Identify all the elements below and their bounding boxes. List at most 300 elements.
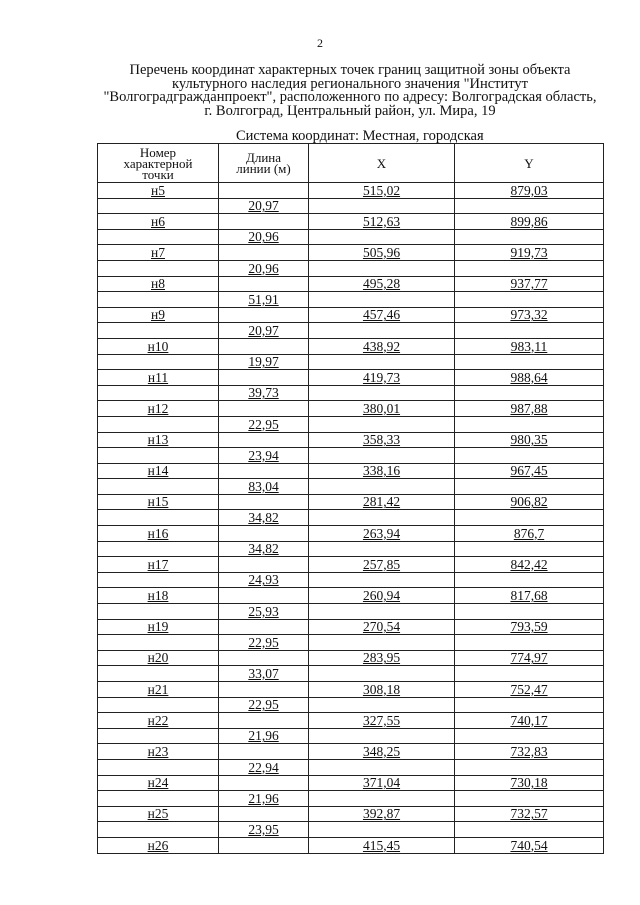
empty-x-cell	[309, 541, 455, 557]
length-cell	[219, 323, 309, 339]
x-cell	[309, 183, 455, 199]
length-cell	[219, 385, 309, 401]
point-name-cell	[98, 837, 219, 853]
point-name-cell-text: н21	[147, 681, 169, 697]
length-cell-text: 33,07	[248, 666, 279, 681]
x-cell-text: 281,42	[362, 494, 401, 510]
y-cell-text: 980,35	[510, 432, 548, 448]
x-cell-text: 505,96	[362, 244, 401, 260]
length-cell-text: 20,97	[248, 198, 279, 214]
empty-length-cell	[219, 806, 309, 822]
x-cell-text: 415,45	[362, 837, 401, 853]
y-cell	[455, 619, 604, 635]
x-cell	[309, 401, 455, 417]
empty-point-cell	[98, 229, 219, 245]
point-row	[98, 494, 604, 510]
empty-point-cell	[98, 541, 219, 557]
title-line: "Волгоградгражданпроект", расположенного по адресу: Волгоградская область,	[103, 89, 597, 105]
y-cell	[455, 744, 604, 760]
empty-length-cell	[219, 183, 309, 199]
header-line-length: Длина линии (м)	[219, 144, 309, 183]
empty-length-cell	[219, 837, 309, 853]
point-name-cell-text: н22	[147, 712, 169, 728]
length-cell-text: 39,73	[248, 385, 279, 401]
length-row	[98, 260, 604, 276]
empty-x-cell	[309, 198, 455, 214]
x-cell	[309, 806, 455, 822]
length-row	[98, 635, 604, 651]
length-cell	[219, 292, 309, 308]
length-cell	[219, 759, 309, 775]
empty-point-cell	[98, 292, 219, 308]
point-name-cell-text: н6	[151, 213, 165, 229]
empty-length-cell	[219, 245, 309, 261]
y-cell	[455, 650, 604, 666]
y-cell	[455, 276, 604, 292]
length-cell-text: 21,96	[248, 790, 279, 806]
point-row	[98, 245, 604, 261]
x-cell-text: 308,18	[362, 681, 401, 697]
length-row	[98, 416, 604, 432]
y-cell	[455, 338, 604, 354]
length-cell	[219, 260, 309, 276]
y-cell	[455, 682, 604, 698]
length-row	[98, 791, 604, 807]
length-cell-text: 23,95	[248, 821, 279, 837]
length-row	[98, 728, 604, 744]
empty-y-cell	[455, 791, 604, 807]
x-cell-text: 260,94	[362, 588, 401, 604]
length-cell-text: 22,95	[248, 697, 279, 713]
point-name-cell-text: н23	[147, 743, 169, 759]
empty-point-cell	[98, 510, 219, 526]
y-cell-text: 987,88	[510, 400, 548, 416]
x-cell-text: 283,95	[362, 650, 401, 666]
y-cell	[455, 837, 604, 853]
point-name-cell	[98, 682, 219, 698]
coordinate-system-caption: Система координат: Местная, городская	[236, 128, 484, 144]
x-cell	[309, 650, 455, 666]
length-cell	[219, 416, 309, 432]
point-row	[98, 588, 604, 604]
y-cell-text: 988,64	[510, 369, 548, 385]
length-cell-text: 51,91	[248, 291, 279, 307]
point-name-cell-text: н17	[147, 556, 169, 572]
length-row	[98, 822, 604, 838]
x-cell-text: 270,54	[362, 619, 401, 635]
header-y: Y	[455, 144, 604, 183]
length-cell	[219, 354, 309, 370]
y-cell	[455, 526, 604, 542]
point-row	[98, 619, 604, 635]
empty-length-cell	[219, 401, 309, 417]
length-cell	[219, 510, 309, 526]
x-cell	[309, 245, 455, 261]
length-cell	[219, 479, 309, 495]
empty-y-cell	[455, 198, 604, 214]
point-name-cell	[98, 713, 219, 729]
document-title	[80, 64, 620, 118]
empty-y-cell	[455, 541, 604, 557]
length-row	[98, 448, 604, 464]
length-cell	[219, 604, 309, 620]
length-cell-text: 83,04	[248, 478, 279, 494]
x-cell	[309, 682, 455, 698]
point-name-cell	[98, 463, 219, 479]
x-cell-text: 327,55	[362, 712, 401, 728]
length-cell	[219, 635, 309, 651]
y-cell	[455, 775, 604, 791]
point-row	[98, 183, 604, 199]
y-cell-text: 919,73	[510, 244, 548, 260]
length-cell-text: 19,97	[248, 354, 279, 370]
point-name-cell-text: н19	[147, 619, 169, 635]
y-cell	[455, 557, 604, 573]
x-cell-text: 257,85	[362, 556, 401, 572]
length-row	[98, 198, 604, 214]
empty-point-cell	[98, 572, 219, 588]
empty-y-cell	[455, 759, 604, 775]
x-cell-text: 338,16	[362, 463, 401, 479]
x-cell-text: 392,87	[362, 806, 401, 822]
empty-length-cell	[219, 713, 309, 729]
point-name-cell-text: н5	[151, 182, 165, 198]
point-name-cell	[98, 214, 219, 230]
length-cell	[219, 822, 309, 838]
empty-length-cell	[219, 619, 309, 635]
empty-x-cell	[309, 604, 455, 620]
empty-length-cell	[219, 682, 309, 698]
y-cell-text: 899,86	[510, 213, 548, 229]
x-cell-text: 358,33	[362, 432, 401, 448]
empty-point-cell	[98, 791, 219, 807]
empty-y-cell	[455, 604, 604, 620]
x-cell	[309, 338, 455, 354]
empty-x-cell	[309, 416, 455, 432]
x-cell	[309, 463, 455, 479]
y-cell-text: 732,83	[510, 743, 548, 759]
point-name-cell-text: н8	[151, 276, 165, 292]
empty-point-cell	[98, 759, 219, 775]
x-cell	[309, 526, 455, 542]
y-cell	[455, 806, 604, 822]
empty-y-cell	[455, 385, 604, 401]
empty-x-cell	[309, 260, 455, 276]
empty-point-cell	[98, 198, 219, 214]
empty-y-cell	[455, 822, 604, 838]
point-row	[98, 837, 604, 853]
x-cell-text: 380,01	[362, 400, 401, 416]
length-cell-text: 24,93	[248, 572, 279, 588]
point-name-cell	[98, 806, 219, 822]
point-row	[98, 463, 604, 479]
length-cell-text: 25,93	[248, 603, 279, 619]
x-cell	[309, 214, 455, 230]
length-row	[98, 510, 604, 526]
point-row	[98, 557, 604, 573]
x-cell	[309, 588, 455, 604]
empty-y-cell	[455, 260, 604, 276]
empty-point-cell	[98, 697, 219, 713]
title-line: культурного наследия регионального значения "Институт	[172, 75, 528, 92]
empty-point-cell	[98, 448, 219, 464]
point-name-cell	[98, 401, 219, 417]
empty-x-cell	[309, 666, 455, 682]
empty-length-cell	[219, 307, 309, 323]
length-row	[98, 323, 604, 339]
point-name-cell	[98, 370, 219, 386]
point-row	[98, 713, 604, 729]
length-cell-text: 20,96	[248, 260, 279, 276]
y-cell	[455, 463, 604, 479]
point-row	[98, 526, 604, 542]
empty-x-cell	[309, 229, 455, 245]
empty-y-cell	[455, 354, 604, 370]
point-name-cell	[98, 494, 219, 510]
point-row	[98, 307, 604, 323]
y-cell-text: 732,57	[510, 806, 548, 822]
empty-x-cell	[309, 479, 455, 495]
length-cell-text: 34,82	[248, 541, 279, 557]
point-name-cell	[98, 650, 219, 666]
point-name-cell	[98, 744, 219, 760]
point-name-cell	[98, 245, 219, 261]
empty-point-cell	[98, 666, 219, 682]
empty-y-cell	[455, 292, 604, 308]
y-cell	[455, 432, 604, 448]
y-cell-text: 937,77	[510, 276, 548, 292]
empty-length-cell	[219, 432, 309, 448]
length-cell	[219, 448, 309, 464]
empty-length-cell	[219, 526, 309, 542]
empty-length-cell	[219, 276, 309, 292]
y-cell	[455, 370, 604, 386]
point-name-cell-text: н25	[147, 806, 169, 822]
table-body	[98, 183, 604, 854]
empty-x-cell	[309, 822, 455, 838]
point-name-cell-text: н20	[147, 650, 169, 666]
empty-point-cell	[98, 323, 219, 339]
point-name-cell	[98, 307, 219, 323]
empty-point-cell	[98, 385, 219, 401]
y-cell	[455, 713, 604, 729]
length-cell-text: 34,82	[248, 510, 279, 526]
x-cell	[309, 837, 455, 853]
point-name-cell-text: н16	[147, 525, 169, 541]
point-row	[98, 276, 604, 292]
x-cell-text: 512,63	[362, 213, 401, 229]
x-cell-text: 348,25	[362, 743, 401, 759]
point-name-cell	[98, 276, 219, 292]
y-cell	[455, 494, 604, 510]
point-name-cell-text: н14	[147, 463, 169, 479]
table-header-row	[98, 144, 604, 183]
empty-x-cell	[309, 728, 455, 744]
x-cell-text: 263,94	[362, 525, 401, 541]
point-name-cell-text: н12	[147, 400, 169, 416]
x-cell	[309, 557, 455, 573]
length-cell-text: 20,96	[248, 229, 279, 245]
empty-length-cell	[219, 744, 309, 760]
length-cell	[219, 198, 309, 214]
y-cell-text: 906,82	[510, 494, 548, 510]
x-cell	[309, 775, 455, 791]
x-cell	[309, 619, 455, 635]
point-row	[98, 338, 604, 354]
point-row	[98, 682, 604, 698]
empty-length-cell	[219, 494, 309, 510]
y-cell-text: 983,11	[510, 338, 548, 354]
empty-y-cell	[455, 416, 604, 432]
length-cell-text: 20,97	[248, 322, 279, 338]
length-row	[98, 759, 604, 775]
empty-length-cell	[219, 650, 309, 666]
length-cell	[219, 791, 309, 807]
empty-x-cell	[309, 759, 455, 775]
length-row	[98, 604, 604, 620]
length-cell-text: 22,94	[248, 759, 279, 775]
y-cell-text: 740,17	[510, 712, 548, 728]
length-row	[98, 385, 604, 401]
point-row	[98, 650, 604, 666]
point-row	[98, 370, 604, 386]
length-cell	[219, 697, 309, 713]
point-name-cell-text: н11	[147, 369, 169, 385]
y-cell-text: 774,97	[510, 650, 548, 666]
point-name-cell-text: н18	[147, 588, 169, 604]
empty-x-cell	[309, 323, 455, 339]
y-cell	[455, 401, 604, 417]
point-name-cell-text: н13	[147, 432, 169, 448]
point-row	[98, 806, 604, 822]
y-cell	[455, 245, 604, 261]
empty-point-cell	[98, 479, 219, 495]
page-number: 2	[317, 36, 323, 50]
length-cell	[219, 541, 309, 557]
x-cell	[309, 370, 455, 386]
point-name-cell-text: н24	[147, 775, 169, 791]
y-cell-text: 973,32	[510, 307, 548, 323]
y-cell	[455, 183, 604, 199]
x-cell-text: 515,02	[362, 182, 401, 198]
length-row	[98, 229, 604, 245]
empty-length-cell	[219, 463, 309, 479]
x-cell	[309, 494, 455, 510]
length-cell-text: 21,96	[248, 728, 279, 744]
empty-point-cell	[98, 604, 219, 620]
empty-point-cell	[98, 822, 219, 838]
y-cell-text: 740,54	[510, 837, 548, 853]
y-cell-text: 817,68	[510, 588, 548, 604]
length-cell-text: 22,95	[248, 416, 279, 432]
y-cell-text: 879,03	[510, 182, 548, 198]
header-x: X	[309, 144, 455, 183]
x-cell-text: 371,04	[362, 775, 401, 791]
empty-x-cell	[309, 791, 455, 807]
length-cell-text: 22,95	[248, 634, 279, 650]
empty-y-cell	[455, 635, 604, 651]
length-row	[98, 292, 604, 308]
length-cell-text: 23,94	[248, 447, 279, 463]
empty-x-cell	[309, 572, 455, 588]
empty-y-cell	[455, 479, 604, 495]
point-name-cell-text: н9	[151, 307, 165, 323]
empty-x-cell	[309, 385, 455, 401]
empty-x-cell	[309, 697, 455, 713]
empty-y-cell	[455, 697, 604, 713]
point-name-cell	[98, 588, 219, 604]
x-cell	[309, 307, 455, 323]
length-row	[98, 697, 604, 713]
empty-length-cell	[219, 588, 309, 604]
empty-point-cell	[98, 260, 219, 276]
point-row	[98, 744, 604, 760]
coordinates-table	[97, 143, 604, 854]
empty-x-cell	[309, 448, 455, 464]
point-name-cell	[98, 526, 219, 542]
x-cell-text: 438,92	[362, 338, 401, 354]
y-cell-text: 752,47	[510, 681, 548, 697]
empty-y-cell	[455, 666, 604, 682]
length-cell	[219, 229, 309, 245]
empty-y-cell	[455, 728, 604, 744]
x-cell-text: 457,46	[362, 307, 401, 323]
empty-x-cell	[309, 354, 455, 370]
y-cell	[455, 588, 604, 604]
point-row	[98, 775, 604, 791]
point-name-cell	[98, 432, 219, 448]
x-cell	[309, 744, 455, 760]
y-cell-text: 842,42	[510, 556, 548, 572]
length-row	[98, 572, 604, 588]
length-row	[98, 479, 604, 495]
empty-y-cell	[455, 448, 604, 464]
empty-x-cell	[309, 635, 455, 651]
point-row	[98, 401, 604, 417]
empty-point-cell	[98, 416, 219, 432]
length-row	[98, 666, 604, 682]
empty-x-cell	[309, 510, 455, 526]
point-name-cell-text: н26	[147, 837, 169, 853]
empty-point-cell	[98, 635, 219, 651]
empty-length-cell	[219, 775, 309, 791]
point-name-cell	[98, 619, 219, 635]
empty-point-cell	[98, 728, 219, 744]
empty-point-cell	[98, 354, 219, 370]
y-cell-text: 967,45	[510, 463, 548, 479]
y-cell	[455, 214, 604, 230]
title-line: г. Волгоград, Центральный район, ул. Мира, 19	[204, 102, 496, 119]
length-cell	[219, 728, 309, 744]
x-cell	[309, 276, 455, 292]
y-cell-text: 730,18	[510, 775, 548, 791]
point-name-cell	[98, 557, 219, 573]
header-point-number: Номер характерной точки	[98, 144, 219, 183]
point-name-cell-text: н7	[151, 244, 165, 260]
point-name-cell	[98, 338, 219, 354]
empty-y-cell	[455, 572, 604, 588]
length-cell	[219, 666, 309, 682]
point-name-cell-text: н15	[147, 494, 169, 510]
point-name-cell-text: н10	[147, 338, 169, 354]
empty-y-cell	[455, 510, 604, 526]
empty-x-cell	[309, 292, 455, 308]
x-cell-text: 495,28	[362, 276, 401, 292]
length-row	[98, 541, 604, 557]
point-name-cell	[98, 183, 219, 199]
empty-y-cell	[455, 323, 604, 339]
point-name-cell	[98, 775, 219, 791]
